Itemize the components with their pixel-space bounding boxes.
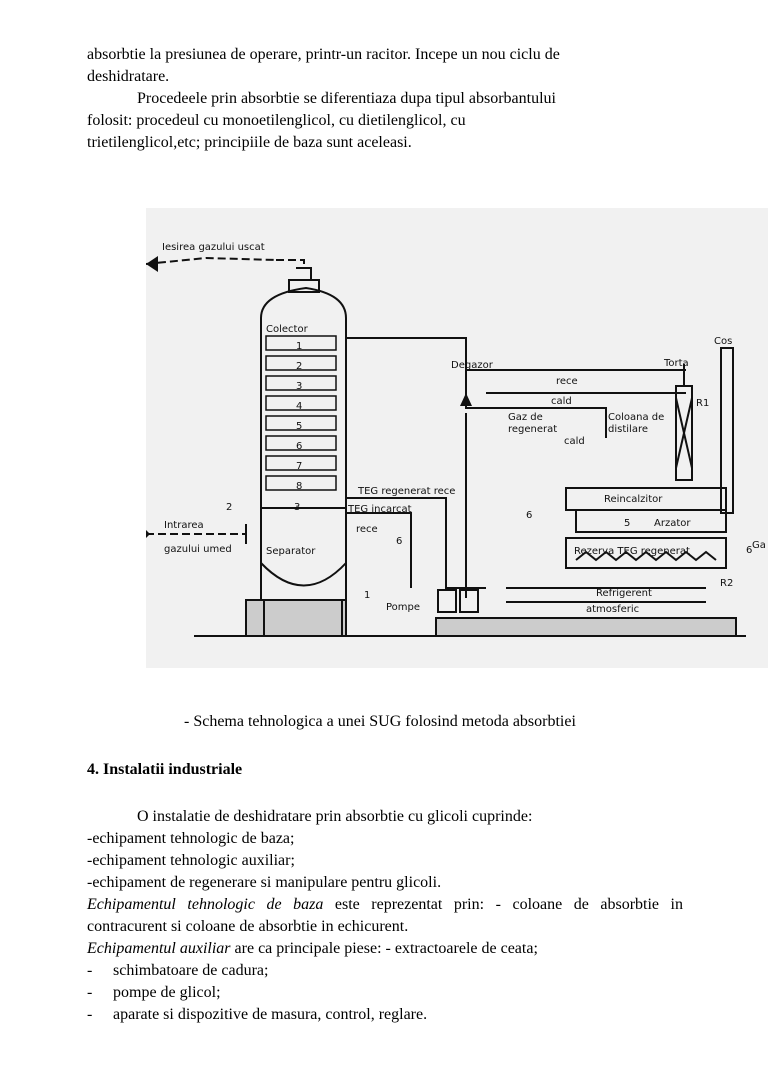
label-reincalzitor: Reincalzitor xyxy=(604,494,663,505)
tray-number: 8 xyxy=(296,481,303,492)
label-teg-incarcat: TEG incarcat xyxy=(348,504,412,515)
label-ga: Ga xyxy=(752,540,766,551)
label-cald-2: cald xyxy=(564,436,585,447)
component-number: 6 xyxy=(396,536,403,547)
label-gaz-regenerat: Gaz de xyxy=(508,412,543,423)
emphasis: Echipamentul auxiliar xyxy=(87,940,231,957)
label-arzator: Arzator xyxy=(654,518,691,529)
bullet-dash: - xyxy=(87,1006,93,1023)
label-cald: cald xyxy=(551,396,572,407)
label-coloana: Coloana de xyxy=(608,412,665,423)
tray-number: 6 xyxy=(296,441,303,452)
label-atmosferic: atmosferic xyxy=(586,604,640,615)
label-r1: R1 xyxy=(696,398,710,409)
bullet-dash: - xyxy=(87,962,93,979)
tray-number: 7 xyxy=(296,461,303,472)
label-rece-2: rece xyxy=(356,524,378,535)
tray-number: 2 xyxy=(296,361,303,372)
label-distilare: distilare xyxy=(608,424,648,435)
label-pompe: Pompe xyxy=(386,602,421,613)
text-block xyxy=(87,938,683,960)
text-line: folosit: procedeul cu monoetilenglicol, cu dietilenglicol, cu xyxy=(87,112,466,129)
figure-caption: - Schema tehnologica a unei SUG folosind metoda absorbtiei xyxy=(184,713,576,730)
label-rece: rece xyxy=(556,376,578,387)
list-item xyxy=(87,982,683,1004)
list-item xyxy=(87,1004,683,1026)
list-item-text: aparate si dispozitive de masura, control, reglare. xyxy=(113,1006,428,1023)
component-number: 6 xyxy=(526,510,533,521)
text-line: -echipament de regenerare si manipulare pentru glicoli. xyxy=(87,874,442,891)
body-paragraph xyxy=(87,806,683,1026)
label-torta: Torta xyxy=(664,358,689,369)
text-block xyxy=(87,894,683,938)
text-line: deshidratare. xyxy=(87,68,170,85)
label-gazului-umed: gazului umed xyxy=(164,544,232,555)
component-number: 6 xyxy=(746,545,753,556)
text-line: O instalatie de deshidratare prin absorbtie cu glicoli cuprinde: xyxy=(137,808,533,825)
label-gaz-regenerat-2: regenerat xyxy=(508,424,558,435)
list-item-text: schimbatoare de cadura; xyxy=(113,962,269,979)
label-r2: R2 xyxy=(720,578,734,589)
label-intrarea: Intrarea xyxy=(164,520,204,531)
label-teg-rece: TEG regenerat rece xyxy=(358,486,456,497)
tray-number: 4 xyxy=(296,401,303,412)
component-number: 3 xyxy=(294,502,301,513)
text-line: trietilenglicol,etc; principiile de baza sunt aceleasi. xyxy=(87,134,412,151)
component-number: 5 xyxy=(624,518,631,529)
component-number: 1 xyxy=(364,590,371,601)
process-schematic-figure xyxy=(146,208,768,668)
emphasis: Echipamentul tehnologic de baza xyxy=(87,896,324,913)
label-rezerva: Rezerva TEG regenerat xyxy=(574,546,690,557)
label-refrigerent: Refrigerent xyxy=(596,588,652,599)
label-cos: Cos xyxy=(714,336,733,347)
text-line: Procedeele prin absorbtie se diferentiaza dupa tipul absorbantului xyxy=(137,90,556,107)
text-line: -echipament tehnologic auxiliar; xyxy=(87,852,295,869)
component-number: 2 xyxy=(226,502,233,513)
label-separator: Separator xyxy=(266,546,316,557)
bullet-dash: - xyxy=(87,984,93,1001)
tray-number: 5 xyxy=(296,421,303,432)
intro-paragraph xyxy=(87,44,683,154)
list-item xyxy=(87,960,683,982)
tray-number: 3 xyxy=(296,381,303,392)
list-item-text: pompe de glicol; xyxy=(113,984,221,1001)
tray-number: 1 xyxy=(296,341,303,352)
text-span: este reprezentat prin: - coloane de absorbtie in contracurent si coloane de absorbtie in echicurent. xyxy=(87,896,683,935)
label-degazor: Degazor xyxy=(451,360,493,371)
text-span: are ca principale piese: - extractoarele de ceata; xyxy=(230,940,538,957)
text-line: -echipament tehnologic de baza; xyxy=(87,830,295,847)
text-line: absorbtie la presiunea de operare, printr-un racitor. Incepe un nou ciclu de xyxy=(87,46,560,63)
section-heading: 4. Instalatii industriale xyxy=(87,761,243,778)
label-iesirea: Iesirea gazului uscat xyxy=(162,242,265,253)
schematic-drawing xyxy=(146,208,768,668)
label-colector: Colector xyxy=(266,324,308,335)
